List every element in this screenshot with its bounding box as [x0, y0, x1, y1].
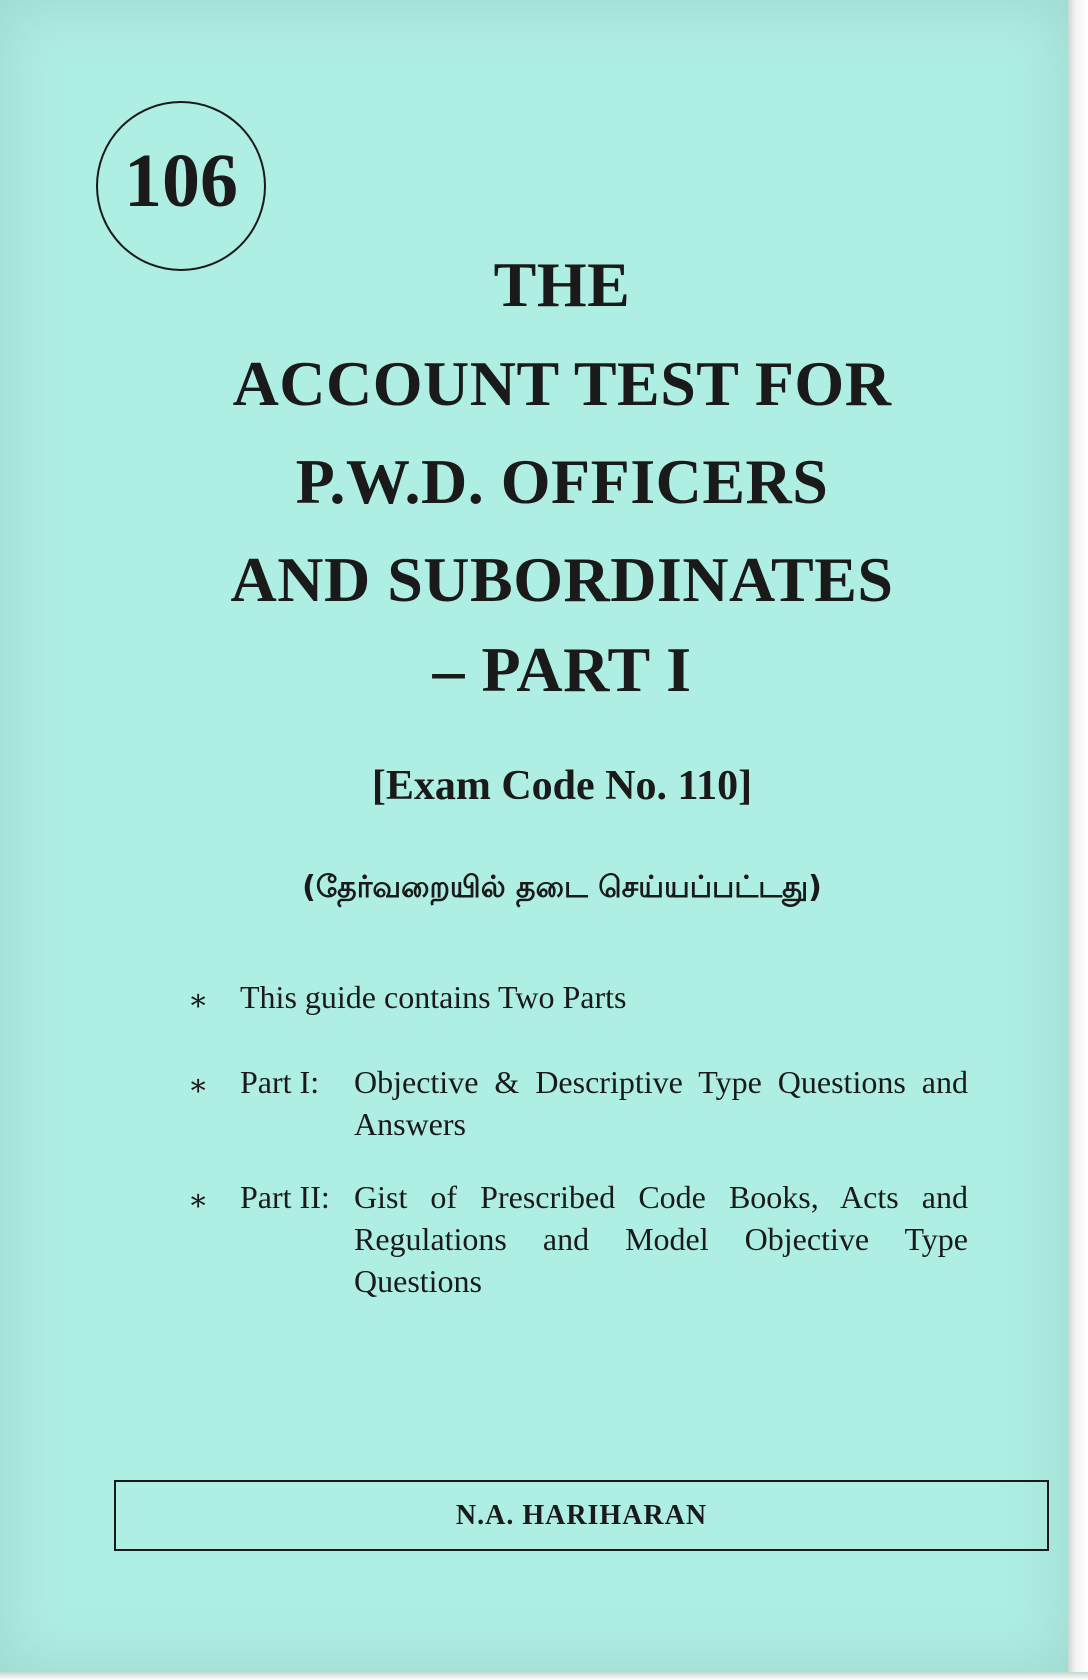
bullet-text: This guide contains Two Parts: [240, 979, 627, 1015]
bullet-star-icon: ∗: [188, 1069, 209, 1102]
author-box: [114, 1480, 1049, 1551]
bullet-label: Part II:: [240, 1179, 330, 1215]
title-line-2: ACCOUNT TEST FOR: [232, 348, 892, 419]
author-name: N.A. HARIHARAN: [455, 1499, 708, 1531]
bullet-star-icon: ∗: [188, 1184, 209, 1217]
bullet-star-icon: ∗: [188, 984, 209, 1017]
page-edge-bottom: [0, 1672, 1088, 1680]
bullet-label: Part I:: [240, 1064, 320, 1100]
page-edge-right: [1068, 0, 1088, 1680]
bullet-text: Gist of Prescribed Code Books, Acts and Regulations and Model Objective Type Questions: [354, 1179, 968, 1299]
book-number: 106: [124, 139, 238, 223]
title-line-1: THE: [493, 249, 631, 320]
book-number-circle: [96, 101, 266, 271]
tamil-note: (தேர்வறையில் தடை செய்யப்பட்டது): [302, 870, 822, 905]
title-line-5: – PART I: [432, 634, 692, 705]
exam-code: [Exam Code No. 110]: [371, 763, 753, 809]
title-line-4: AND SUBORDINATES: [230, 544, 894, 615]
bullet-text: Objective & Descriptive Type Questions and Answers: [354, 1064, 968, 1142]
title-line-3: P.W.D. OFFICERS: [295, 446, 829, 517]
